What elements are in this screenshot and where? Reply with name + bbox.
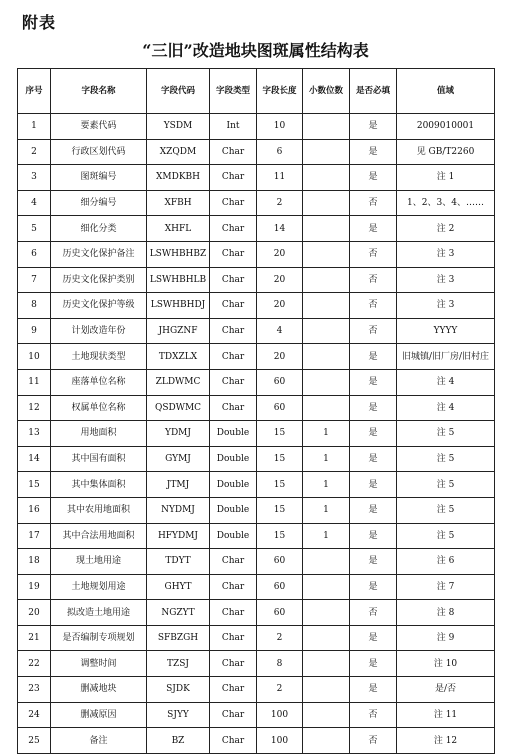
page-title: “三旧”改造地块图斑属性结构表 <box>142 41 369 60</box>
cell-field-name: 删减原因 <box>51 702 147 728</box>
table-row <box>18 472 495 498</box>
cell-value-domain: 见 GB/T2260 <box>397 139 495 165</box>
cell-required: 是 <box>350 472 397 498</box>
cell-required: 否 <box>350 190 397 216</box>
cell-value-domain: 注 12 <box>397 728 495 754</box>
header-value-domain: 值域 <box>397 69 495 114</box>
header-decimal-places: 小数位数 <box>303 69 350 114</box>
cell-value-domain: 旧城镇/旧厂房/旧村庄 <box>397 344 495 370</box>
cell-field-type: Char <box>210 549 257 575</box>
cell-required: 是 <box>350 139 397 165</box>
cell-required: 是 <box>350 523 397 549</box>
cell-value-domain: 注 1 <box>397 165 495 191</box>
cell-field-code: YSDM <box>147 114 210 140</box>
cell-decimal-places <box>303 600 350 626</box>
cell-required: 是 <box>350 625 397 651</box>
cell-field-length: 20 <box>257 293 303 319</box>
cell-field-length: 60 <box>257 600 303 626</box>
cell-seq: 19 <box>18 574 51 600</box>
cell-field-length: 15 <box>257 421 303 447</box>
cell-seq: 21 <box>18 625 51 651</box>
cell-field-type: Char <box>210 318 257 344</box>
cell-seq: 13 <box>18 421 51 447</box>
cell-field-type: Double <box>210 421 257 447</box>
cell-required: 否 <box>350 600 397 626</box>
cell-field-name: 行政区划代码 <box>51 139 147 165</box>
cell-decimal-places <box>303 677 350 703</box>
cell-field-name: 土地规划用途 <box>51 574 147 600</box>
cell-required: 是 <box>350 369 397 395</box>
cell-seq: 15 <box>18 472 51 498</box>
cell-decimal-places <box>303 139 350 165</box>
cell-field-code: HFYDMJ <box>147 523 210 549</box>
cell-field-type: Double <box>210 446 257 472</box>
cell-seq: 14 <box>18 446 51 472</box>
cell-field-type: Char <box>210 395 257 421</box>
table-row <box>18 190 495 216</box>
appendix-label: 附表 <box>22 13 57 32</box>
cell-field-type: Char <box>210 165 257 191</box>
cell-field-length: 10 <box>257 114 303 140</box>
cell-value-domain: 注 5 <box>397 497 495 523</box>
cell-field-length: 2 <box>257 625 303 651</box>
cell-field-length: 20 <box>257 241 303 267</box>
cell-seq: 16 <box>18 497 51 523</box>
cell-field-type: Char <box>210 190 257 216</box>
cell-field-code: LSWHBHLB <box>147 267 210 293</box>
cell-field-length: 8 <box>257 651 303 677</box>
table-row <box>18 421 495 447</box>
cell-required: 否 <box>350 267 397 293</box>
table-header-row <box>18 69 495 114</box>
table-row <box>18 267 495 293</box>
table-row <box>18 114 495 140</box>
cell-decimal-places <box>303 190 350 216</box>
table-row <box>18 677 495 703</box>
table-row <box>18 369 495 395</box>
table-row <box>18 523 495 549</box>
table-row <box>18 446 495 472</box>
cell-decimal-places <box>303 728 350 754</box>
cell-field-name: 其中农用地面积 <box>51 497 147 523</box>
cell-seq: 5 <box>18 216 51 242</box>
cell-field-type: Char <box>210 241 257 267</box>
cell-seq: 7 <box>18 267 51 293</box>
cell-seq: 8 <box>18 293 51 319</box>
cell-field-type: Char <box>210 369 257 395</box>
cell-value-domain: 注 5 <box>397 523 495 549</box>
cell-value-domain: YYYY <box>397 318 495 344</box>
cell-field-type: Char <box>210 702 257 728</box>
cell-field-name: 座落单位名称 <box>51 369 147 395</box>
cell-field-type: Char <box>210 216 257 242</box>
cell-decimal-places <box>303 549 350 575</box>
cell-field-name: 历史文化保护类别 <box>51 267 147 293</box>
cell-field-code: NYDMJ <box>147 497 210 523</box>
cell-value-domain: 注 5 <box>397 446 495 472</box>
cell-field-type: Double <box>210 523 257 549</box>
cell-field-code: BZ <box>147 728 210 754</box>
cell-required: 是 <box>350 165 397 191</box>
cell-field-type: Char <box>210 293 257 319</box>
cell-field-name: 删减地块 <box>51 677 147 703</box>
cell-value-domain: 注 4 <box>397 395 495 421</box>
cell-decimal-places: 1 <box>303 497 350 523</box>
cell-seq: 11 <box>18 369 51 395</box>
cell-required: 是 <box>350 651 397 677</box>
table-row <box>18 497 495 523</box>
cell-field-name: 图斑编号 <box>51 165 147 191</box>
cell-seq: 2 <box>18 139 51 165</box>
cell-field-code: QSDWMC <box>147 395 210 421</box>
cell-field-length: 2 <box>257 190 303 216</box>
cell-field-type: Double <box>210 497 257 523</box>
header-field-length: 字段长度 <box>257 69 303 114</box>
cell-required: 是 <box>350 216 397 242</box>
cell-field-code: SFBZGH <box>147 625 210 651</box>
cell-decimal-places <box>303 267 350 293</box>
cell-decimal-places <box>303 625 350 651</box>
cell-field-name: 拟改造土地用途 <box>51 600 147 626</box>
cell-field-type: Char <box>210 139 257 165</box>
cell-field-type: Int <box>210 114 257 140</box>
cell-field-code: GYMJ <box>147 446 210 472</box>
cell-field-length: 6 <box>257 139 303 165</box>
cell-field-code: TDXZLX <box>147 344 210 370</box>
cell-field-type: Char <box>210 574 257 600</box>
table-row <box>18 165 495 191</box>
cell-field-name: 细分编号 <box>51 190 147 216</box>
header-seq: 序号 <box>18 69 51 114</box>
cell-field-length: 15 <box>257 523 303 549</box>
cell-field-code: XFBH <box>147 190 210 216</box>
table-row <box>18 702 495 728</box>
cell-field-length: 11 <box>257 165 303 191</box>
cell-value-domain: 注 9 <box>397 625 495 651</box>
cell-required: 否 <box>350 728 397 754</box>
cell-seq: 1 <box>18 114 51 140</box>
cell-field-name: 用地面积 <box>51 421 147 447</box>
cell-value-domain: 2009010001 <box>397 114 495 140</box>
attribute-structure-table <box>17 68 495 754</box>
cell-field-type: Double <box>210 472 257 498</box>
cell-field-code: LSWHBHBZ <box>147 241 210 267</box>
cell-value-domain: 注 10 <box>397 651 495 677</box>
cell-field-code: XHFL <box>147 216 210 242</box>
cell-field-code: TDYT <box>147 549 210 575</box>
cell-field-length: 15 <box>257 497 303 523</box>
cell-field-type: Char <box>210 600 257 626</box>
table-row <box>18 574 495 600</box>
cell-decimal-places: 1 <box>303 421 350 447</box>
cell-field-name: 权属单位名称 <box>51 395 147 421</box>
header-field-name: 字段名称 <box>51 69 147 114</box>
cell-value-domain: 注 7 <box>397 574 495 600</box>
table-row <box>18 241 495 267</box>
cell-value-domain: 注 3 <box>397 241 495 267</box>
cell-field-code: YDMJ <box>147 421 210 447</box>
header-field-type: 字段类型 <box>210 69 257 114</box>
cell-field-type: Char <box>210 267 257 293</box>
cell-field-length: 60 <box>257 395 303 421</box>
cell-value-domain: 注 3 <box>397 293 495 319</box>
cell-field-length: 60 <box>257 574 303 600</box>
cell-required: 是 <box>350 344 397 370</box>
cell-seq: 24 <box>18 702 51 728</box>
cell-required: 是 <box>350 677 397 703</box>
cell-decimal-places <box>303 241 350 267</box>
cell-decimal-places <box>303 165 350 191</box>
cell-required: 否 <box>350 241 397 267</box>
table-row <box>18 549 495 575</box>
cell-decimal-places: 1 <box>303 446 350 472</box>
cell-decimal-places <box>303 651 350 677</box>
cell-value-domain: 注 2 <box>397 216 495 242</box>
cell-field-code: XMDKBH <box>147 165 210 191</box>
cell-field-name: 计划改造年份 <box>51 318 147 344</box>
cell-decimal-places <box>303 702 350 728</box>
table-row <box>18 216 495 242</box>
cell-value-domain: 注 11 <box>397 702 495 728</box>
cell-field-length: 2 <box>257 677 303 703</box>
cell-required: 是 <box>350 446 397 472</box>
cell-required: 否 <box>350 318 397 344</box>
table-row <box>18 395 495 421</box>
cell-value-domain: 注 4 <box>397 369 495 395</box>
cell-field-name: 其中集体面积 <box>51 472 147 498</box>
cell-seq: 23 <box>18 677 51 703</box>
cell-seq: 10 <box>18 344 51 370</box>
cell-required: 否 <box>350 702 397 728</box>
cell-seq: 20 <box>18 600 51 626</box>
cell-value-domain: 注 5 <box>397 472 495 498</box>
cell-field-length: 100 <box>257 702 303 728</box>
cell-decimal-places: 1 <box>303 472 350 498</box>
cell-field-length: 100 <box>257 728 303 754</box>
cell-decimal-places <box>303 318 350 344</box>
cell-seq: 4 <box>18 190 51 216</box>
cell-required: 是 <box>350 421 397 447</box>
cell-field-type: Char <box>210 677 257 703</box>
cell-decimal-places <box>303 574 350 600</box>
table-row <box>18 344 495 370</box>
cell-field-name: 其中合法用地面积 <box>51 523 147 549</box>
cell-field-name: 要素代码 <box>51 114 147 140</box>
cell-field-code: XZQDM <box>147 139 210 165</box>
cell-field-length: 60 <box>257 369 303 395</box>
cell-required: 是 <box>350 395 397 421</box>
table-row <box>18 600 495 626</box>
cell-seq: 22 <box>18 651 51 677</box>
cell-decimal-places <box>303 395 350 421</box>
cell-field-type: Char <box>210 728 257 754</box>
table-row <box>18 651 495 677</box>
cell-field-length: 15 <box>257 446 303 472</box>
cell-field-name: 其中国有面积 <box>51 446 147 472</box>
cell-field-name: 历史文化保护等级 <box>51 293 147 319</box>
cell-field-name: 细化分类 <box>51 216 147 242</box>
cell-field-length: 4 <box>257 318 303 344</box>
cell-field-name: 历史文化保护备注 <box>51 241 147 267</box>
cell-required: 否 <box>350 293 397 319</box>
cell-seq: 3 <box>18 165 51 191</box>
cell-field-name: 是否编制专项规划 <box>51 625 147 651</box>
cell-field-code: LSWHBHDJ <box>147 293 210 319</box>
cell-field-code: NGZYT <box>147 600 210 626</box>
cell-value-domain: 注 3 <box>397 267 495 293</box>
table-row <box>18 728 495 754</box>
cell-field-code: TZSJ <box>147 651 210 677</box>
cell-field-length: 14 <box>257 216 303 242</box>
cell-value-domain: 注 5 <box>397 421 495 447</box>
cell-field-name: 土地现状类型 <box>51 344 147 370</box>
cell-field-name: 备注 <box>51 728 147 754</box>
cell-field-type: Char <box>210 651 257 677</box>
cell-decimal-places <box>303 293 350 319</box>
cell-value-domain: 是/否 <box>397 677 495 703</box>
header-required: 是否必填 <box>350 69 397 114</box>
cell-required: 是 <box>350 114 397 140</box>
cell-decimal-places <box>303 114 350 140</box>
table-row <box>18 625 495 651</box>
cell-required: 是 <box>350 497 397 523</box>
cell-seq: 6 <box>18 241 51 267</box>
cell-seq: 12 <box>18 395 51 421</box>
table-row <box>18 318 495 344</box>
cell-value-domain: 注 8 <box>397 600 495 626</box>
cell-field-code: JHGZNF <box>147 318 210 344</box>
cell-field-length: 15 <box>257 472 303 498</box>
cell-field-name: 调整时间 <box>51 651 147 677</box>
cell-decimal-places <box>303 344 350 370</box>
cell-seq: 9 <box>18 318 51 344</box>
cell-field-type: Char <box>210 625 257 651</box>
header-field-code: 字段代码 <box>147 69 210 114</box>
cell-value-domain: 1、2、3、4、…… <box>397 190 495 216</box>
cell-field-type: Char <box>210 344 257 370</box>
cell-field-code: JTMJ <box>147 472 210 498</box>
table-row <box>18 139 495 165</box>
cell-required: 是 <box>350 574 397 600</box>
cell-field-code: SJDK <box>147 677 210 703</box>
cell-field-length: 20 <box>257 344 303 370</box>
cell-value-domain: 注 6 <box>397 549 495 575</box>
cell-field-length: 20 <box>257 267 303 293</box>
cell-decimal-places <box>303 369 350 395</box>
cell-field-length: 60 <box>257 549 303 575</box>
cell-seq: 25 <box>18 728 51 754</box>
cell-field-code: SJYY <box>147 702 210 728</box>
table-row <box>18 293 495 319</box>
cell-decimal-places: 1 <box>303 523 350 549</box>
cell-field-name: 现土地用途 <box>51 549 147 575</box>
cell-seq: 18 <box>18 549 51 575</box>
cell-seq: 17 <box>18 523 51 549</box>
cell-field-code: ZLDWMC <box>147 369 210 395</box>
cell-required: 是 <box>350 549 397 575</box>
cell-decimal-places <box>303 216 350 242</box>
cell-field-code: GHYT <box>147 574 210 600</box>
